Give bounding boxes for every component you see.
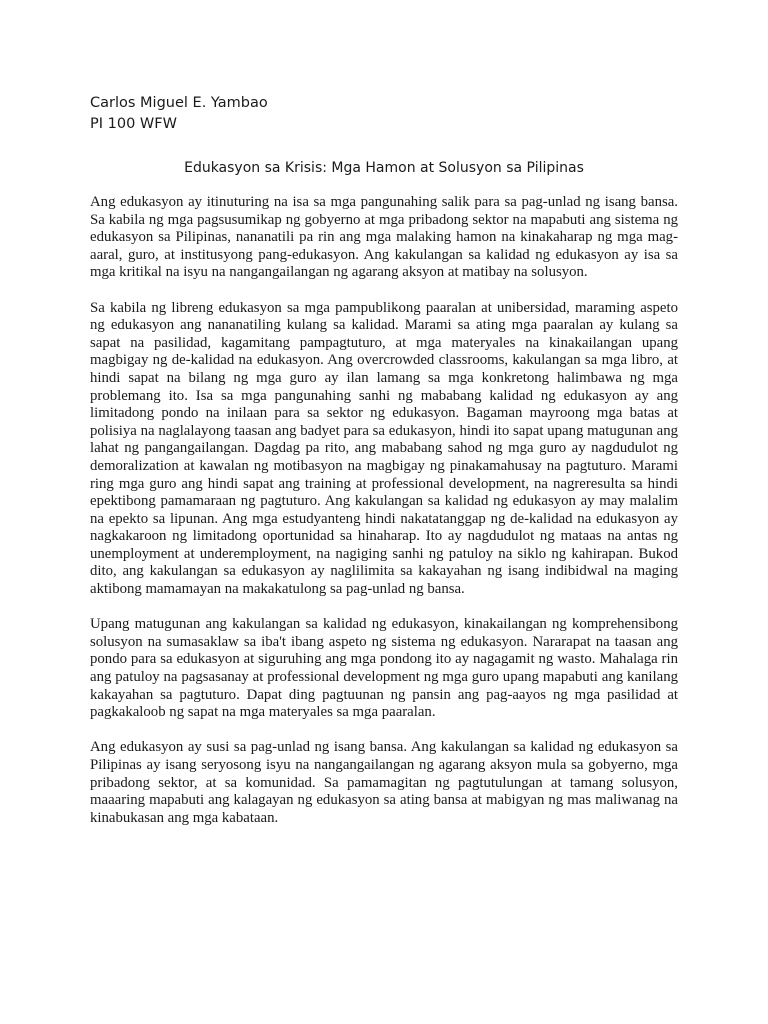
document-body	[90, 194, 678, 845]
paragraph-2: Sa kabila ng libreng edukasyon sa mga pampublikong paaralan at unibersidad, maraming aspeto ng edukasyon ang nananatiling kulang sa kalidad. Marami sa ating mga paaralan ay kulang sa sapat na pasilidad, kagamitang pampagtuturo, at mga materyales na kinakailangan upang magbigay ng de-kalidad na edukasyon. Ang overcrowded classrooms, kakulangan sa mga libro, at hindi sapat na bilang ng mga guro ay ilan lamang sa mga konkretong halimbawa ng mga problemang ito. Isa sa mga pangunahing sanhi ng mababang kalidad ng edukasyon ay ang limitadong pondo na inilaan para sa sektor ng edukasyon. Bagaman mayroong mga batas at polisiya na naglalayong taasan ang badyet para sa edukasyon, hindi ito sapat upang matugunan ang lahat ng pangangailangan. Dagdag pa rito, ang mababang sahod ng mga guro ay nagdudulot ng demoralization at kawalan ng motibasyon na magbigay ng pinakamahusay na pagtuturo. Marami ring mga guro ang hindi sapat ang training at professional development, na nagreresulta sa hindi epektibong pamamaraan ng pagtuturo. Ang kakulangan sa kalidad ng edukasyon ay may malalim na epekto sa lipunan. Ang mga estudyanteng hindi nakatatanggap ng de-kalidad na edukasyon ay nagkakaroon ng limitadong oportunidad sa hinaharap. Ito ay nagdudulot ng mataas na antas ng unemployment at underemployment, na nagiging sanhi ng patuloy na siklo ng kahirapan. Bukod dito, ang kakulangan sa edukasyon ay naglilimita sa kakayahan ng isang indibidwal na maging aktibong mamamayan na makakatulong sa pag-unlad ng bansa.	[90, 299, 678, 598]
paragraph-4: Ang edukasyon ay susi sa pag-unlad ng isang bansa. Ang kakulangan sa kalidad ng edukasyon sa Pilipinas ay isang seryosong isyu na nangangailangan ng agarang aksyon mula sa gobyerno, mga pribadong sektor, at sa komunidad. Sa pamamagitan ng pagtutulungan at tamang solusyon, maaaring mapabuti ang kalagayan ng edukasyon sa ating bansa at mabigyan ng mas maliwanag na kinabukasan ang mga kabataan.	[90, 739, 678, 826]
course-code: PI 100 WFW	[90, 116, 177, 132]
author-name: Carlos Miguel E. Yambao	[90, 95, 268, 111]
paragraph-1: Ang edukasyon ay itinuturing na isa sa mga pangunahing salik para sa pag-unlad ng isang bansa. Sa kabila ng mga pagsusumikap ng gobyerno at mga pribadong sektor na mapabuti ang sistema ng edukasyon sa Pilipinas, nananatili pa rin ang mga malaking hamon na kinakaharap ng mga mag-aaral, guro, at institusyong pang-edukasyon. Ang kakulangan sa kalidad ng edukasyon ay isa sa mga kritikal na isyu na nangangailangan ng agarang aksyon at matibay na solusyon.	[90, 194, 678, 281]
document-title: Edukasyon sa Krisis: Mga Hamon at Solusyon sa Pilipinas	[184, 160, 584, 176]
document-header	[90, 93, 268, 135]
paragraph-3: Upang matugunan ang kakulangan sa kalidad ng edukasyon, kinakailangan ng komprehensibong solusyon na sumasaklaw sa iba't ibang aspeto ng sistema ng edukasyon. Nararapat na taasan ang pondo para sa edukasyon at siguruhing ang mga pondong ito ay nagagamit ng wasto. Mahalaga rin ang patuloy na pagsasanay at professional development ng mga guro upang mapabuti ang kanilang kakayahan sa pagtuturo. Dapat ding pagtuunan ng pansin ang pag-aayos ng mga pasilidad at pagkakaloob ng sapat na mga materyales sa mga paaralan.	[90, 616, 678, 721]
